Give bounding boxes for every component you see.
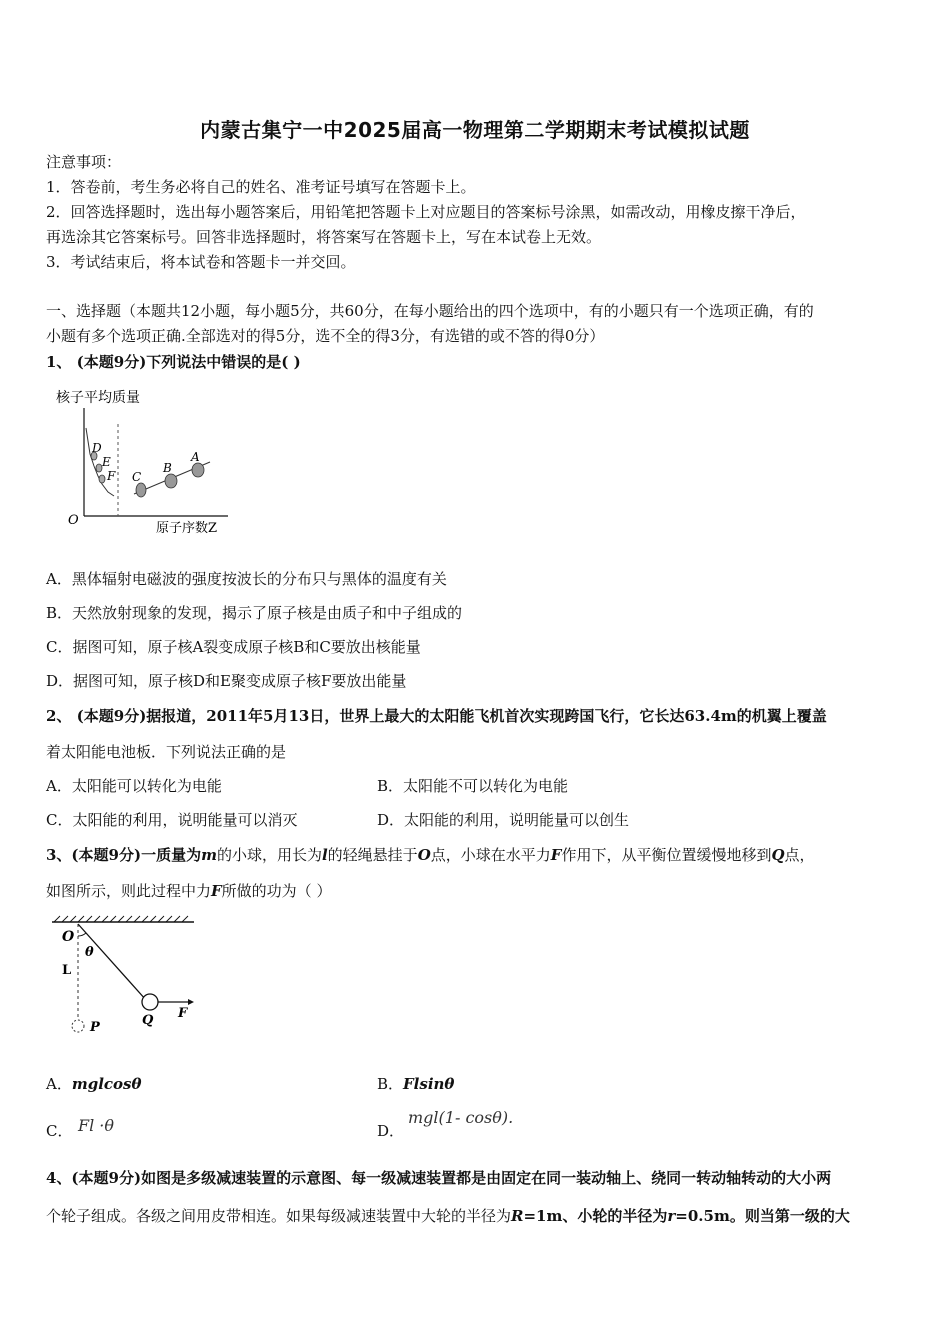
- notice-item-3: 3．考试结束后，将本试卷和答题卡一并交回。: [46, 253, 356, 271]
- q3-option-d-label: D．: [377, 1122, 405, 1140]
- q4-stem-line-2: [46, 1206, 850, 1226]
- notice-heading: 注意事项：: [46, 153, 122, 171]
- notice-item-2: 2．回答选择题时，选出每小题答案后，用铅笔把答题卡上对应题目的答案标号涂黑，如需改动，用橡皮擦干净后，: [46, 203, 806, 221]
- q4-stem-line-1: 4、(本题9分)如图是多级减速装置的示意图、每一级减速装置都是由固定在同一装动轴上、绕同一转动轴转动的大小两: [46, 1169, 832, 1187]
- q3-option-d-formula: mgl(1- cosθ).: [408, 1108, 514, 1127]
- q1-fig-ylabel: 核子平均质量: [56, 390, 140, 406]
- q1-fig-dot-A: [192, 463, 204, 477]
- q3-var-F: F: [550, 846, 562, 864]
- q1-fig-dot-F: [99, 475, 105, 483]
- q4-stem-part: 个轮子组成。各级之间用皮带相连。如果每级减速装置中大轮的半径为: [46, 1207, 512, 1225]
- q3-stem-part: 3、(本题9分)一质量为: [46, 846, 202, 864]
- q1-option-d: D．据图可知，原子核D和E聚变成原子核F要放出能量: [46, 672, 407, 690]
- q3-var-m: m: [201, 846, 217, 864]
- q3-fig-label-O: O: [62, 929, 75, 945]
- q3-var-Q: Q: [771, 846, 785, 864]
- q3-fig-label-theta: θ: [85, 945, 94, 960]
- q3-fig-label-F: F: [178, 1006, 188, 1021]
- q1-stem: 1、 (本题9分)下列说法中错误的是( ): [46, 353, 301, 371]
- q2-option-d: D．太阳能的利用，说明能量可以创生: [377, 811, 630, 829]
- q3-stem-part: 的轻绳悬挂于: [327, 846, 418, 864]
- q2-option-c: C．太阳能的利用，说明能量可以消灭: [46, 811, 298, 829]
- q4-stem-part: =0.5m。则当第一级的大: [675, 1207, 850, 1225]
- q1-option-c: C．据图可知，原子核A裂变成原子核B和C要放出核能量: [46, 638, 421, 656]
- q1-fig-origin: O: [68, 513, 79, 528]
- q3-option-c: [46, 1121, 72, 1141]
- q3-stem-part: 如图所示，则此过程中力: [46, 882, 212, 900]
- q3-fig-rope: [78, 924, 146, 1000]
- q3-stem-part: 点，: [784, 846, 815, 864]
- q2-stem-line-1: 2、 (本题9分)据报道，2011年5月13日，世界上最大的太阳能飞机首次实现跨国飞行，它长达63.4m的机翼上覆盖: [46, 707, 827, 725]
- q3-option-a-label: A．: [46, 1075, 72, 1093]
- q1-fig-xlabel: 原子序数Z: [156, 521, 218, 536]
- q3-stem-line-2: [46, 881, 331, 901]
- q1-fig-label-D: D: [92, 441, 102, 455]
- q3-option-c-label: C．: [46, 1122, 73, 1140]
- q3-stem-part: 的小球，用长为: [216, 846, 322, 864]
- q3-option-d: [377, 1121, 404, 1141]
- notice-item-1: 1．答卷前，考生务必将自己的姓名、准考证号填写在答题卡上。: [46, 178, 476, 196]
- section-heading-line-2: 小题有多个选项正确.全部选对的得5分，选不全的得3分，有选错的或不答的得0分）: [46, 327, 605, 345]
- page-title: 内蒙古集宁一中2025届高一物理第二学期期末考试模拟试题: [200, 118, 750, 142]
- q3-option-c-formula: Fl ·θ: [78, 1116, 115, 1135]
- q3-fig-label-L: L: [62, 963, 72, 978]
- q1-option-b: B．天然放射现象的发现，揭示了原子核是由质子和中子组成的: [46, 604, 463, 622]
- q3-var-F: F: [211, 882, 222, 900]
- q3-stem-part: 所做的功为（ ）: [221, 882, 332, 900]
- q3-fig-label-Q: Q: [142, 1013, 154, 1028]
- q3-stem-line-1: [46, 845, 815, 865]
- q1-fig-label-B: B: [163, 461, 172, 475]
- q3-option-b: [377, 1074, 454, 1094]
- notice-item-2-cont: 再选涂其它答案标号。回答非选择题时，将答案写在答题卡上，写在本试卷上无效。: [46, 228, 602, 246]
- q3-fig-ball-P: [72, 1020, 84, 1032]
- q1-option-a: A．黑体辐射电磁波的强度按波长的分布只与黑体的温度有关: [46, 570, 447, 588]
- q1-fig-label-A: A: [191, 450, 200, 464]
- q4-stem-part: =1m、小轮的半径为: [523, 1207, 668, 1225]
- q3-var-O: O: [417, 846, 431, 864]
- q3-fig-ball-Q: [142, 994, 158, 1010]
- q4-var-R: R: [511, 1207, 524, 1225]
- q2-option-b: B．太阳能不可以转化为电能: [377, 777, 569, 795]
- q2-stem-line-2: 着太阳能电池板．下列说法正确的是: [46, 743, 287, 761]
- q1-fig-dot-B: [165, 474, 177, 488]
- q3-figure: [48, 914, 208, 1038]
- q3-fig-angle-arc: [78, 933, 86, 936]
- q3-option-b-text: Flsinθ: [403, 1075, 455, 1093]
- q1-fig-label-F: F: [107, 469, 116, 483]
- q3-stem-part: 点，小球在水平力: [430, 846, 551, 864]
- q3-var-l: l: [321, 846, 328, 864]
- q3-option-a: [46, 1074, 142, 1094]
- q3-fig-label-P: P: [90, 1020, 100, 1035]
- q3-option-a-text: mglcosθ: [71, 1075, 142, 1093]
- q1-fig-dot-C: [136, 483, 146, 497]
- q1-fig-label-C: C: [132, 470, 142, 484]
- q3-fig-hatch: [54, 916, 188, 922]
- q3-option-b-label: B．: [377, 1075, 404, 1093]
- q3-stem-part: 作用下，从平衡位置缓慢地移到: [561, 846, 772, 864]
- q3-fig-force-arrowhead: [188, 999, 194, 1005]
- q2-option-a: A．太阳能可以转化为电能: [46, 777, 222, 795]
- q4-var-r: r: [667, 1207, 676, 1225]
- section-heading-line-1: 一、选择题（本题共12小题，每小题5分，共60分，在每小题给出的四个选项中，有的小题只有一个选项正确，有的: [46, 302, 814, 320]
- q1-figure: [52, 384, 242, 540]
- q1-fig-label-E: E: [102, 455, 111, 469]
